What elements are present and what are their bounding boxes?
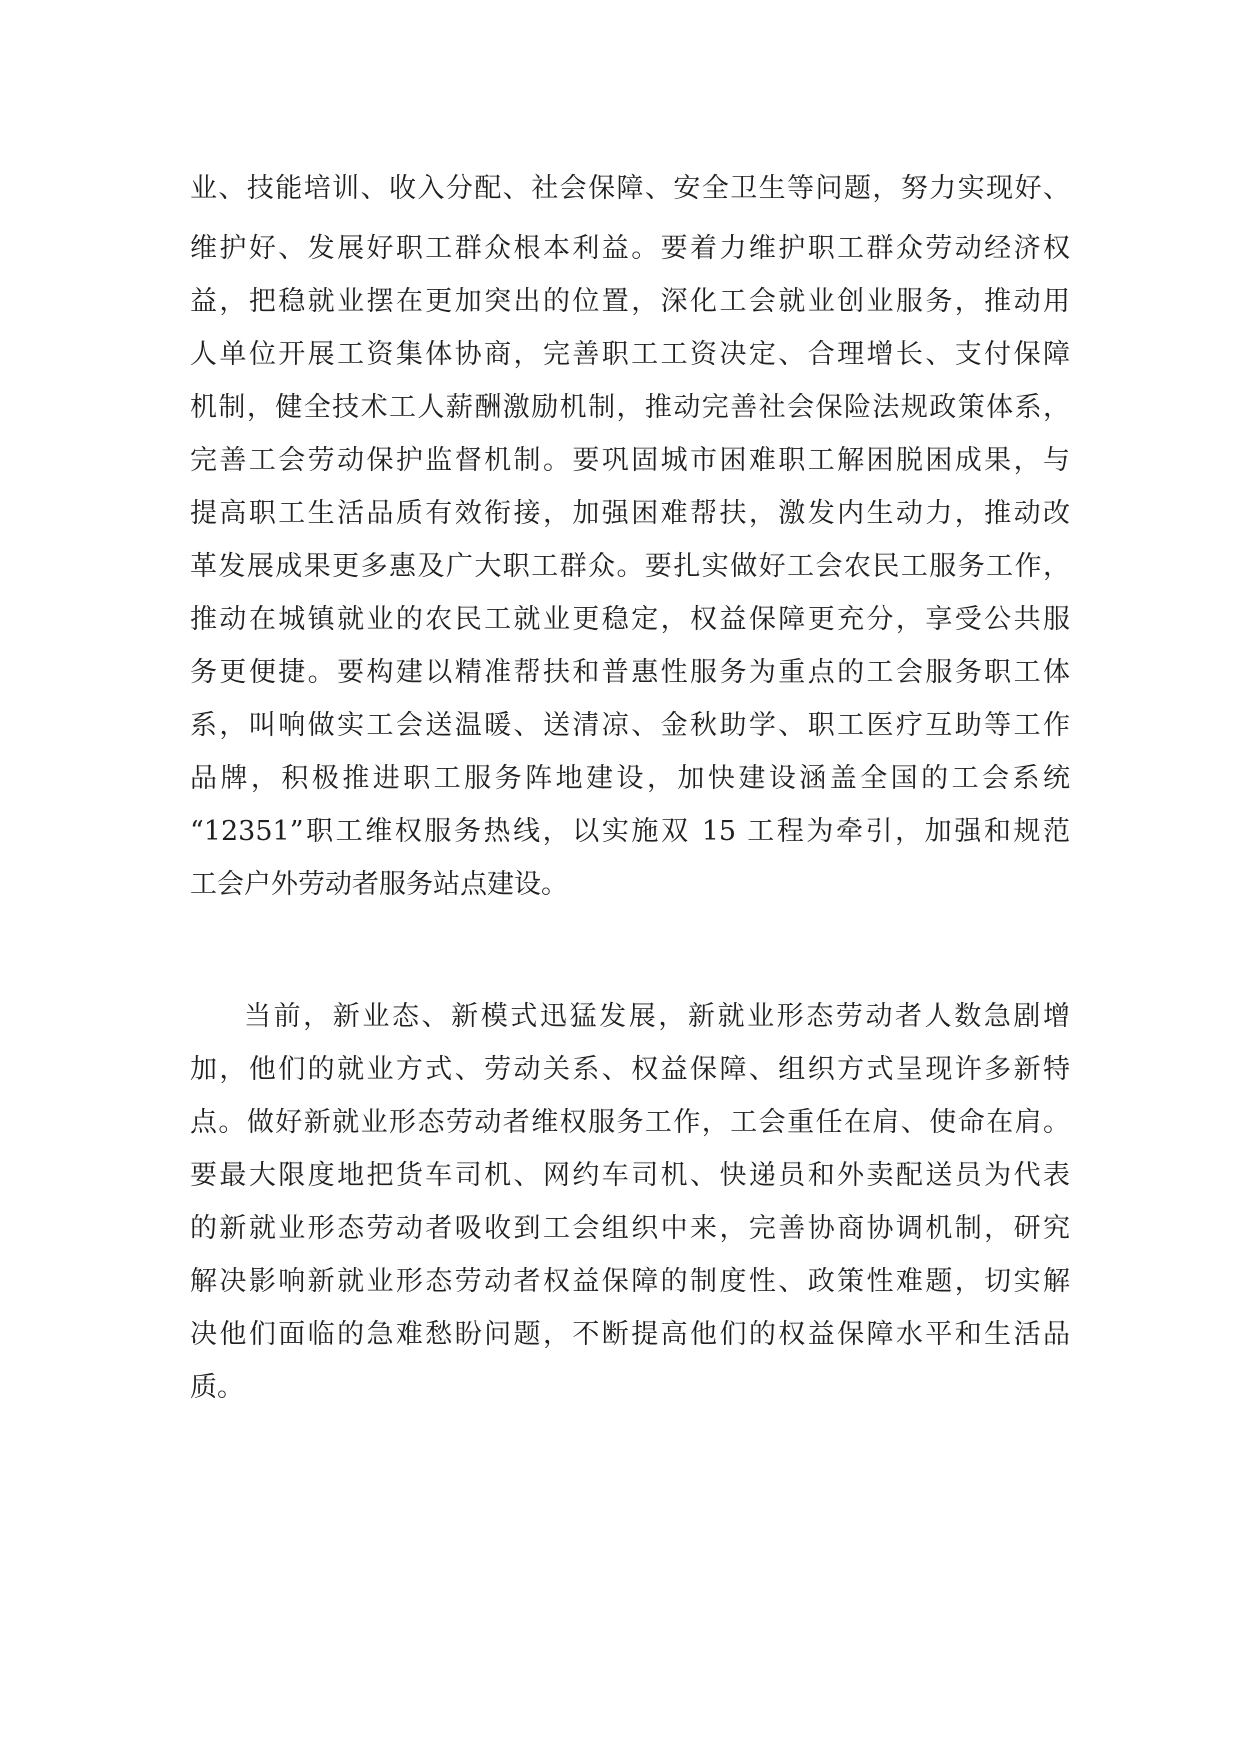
text-line: 推动在城镇就业的农民工就业更稳定，权益保障更充分，享受公共服 xyxy=(190,604,1070,635)
paragraph-new-employment xyxy=(190,990,1070,1414)
text-line: 革发展成果更多惠及广大职工群众。要扎实做好工会农民工服务工作， xyxy=(190,551,1070,582)
text-line: 解决影响新就业形态劳动者权益保障的制度性、政策性难题，切实解 xyxy=(190,1266,1070,1297)
text-line: 品牌，积极推进职工服务阵地建设，加快建设涵盖全国的工会系统 xyxy=(190,763,1070,794)
text-line: 益，把稳就业摆在更加突出的位置，深化工会就业创业服务，推动用 xyxy=(190,286,1070,317)
text-line: 业、技能培训、收入分配、社会保障、安全卫生等问题，努力实现好、 xyxy=(190,173,1070,204)
paragraph-continuation xyxy=(190,162,1070,911)
text-line: 点。做好新就业形态劳动者维权服务工作，工会重任在肩、使命在肩。 xyxy=(190,1107,1070,1138)
text-line: 提高职工生活品质有效衔接，加强困难帮扶，激发内生动力，推动改 xyxy=(190,498,1070,529)
text-line: “12351”职工维权服务热线，以实施双 15 工程为牵引，加强和规范 xyxy=(190,816,1070,847)
text-line: 维护好、发展好职工群众根本利益。要着力维护职工群众劳动经济权 xyxy=(190,233,1070,264)
text-line: 当前，新业态、新模式迅猛发展，新就业形态劳动者人数急剧增 xyxy=(244,1001,1070,1032)
text-line: 要最大限度地把货车司机、网约车司机、快递员和外卖配送员为代表 xyxy=(190,1160,1070,1191)
text-line: 人单位开展工资集体协商，完善职工工资决定、合理增长、支付保障 xyxy=(190,339,1070,370)
text-line: 质。 xyxy=(190,1372,244,1403)
text-line: 机制，健全技术工人薪酬激励机制，推动完善社会保险法规政策体系， xyxy=(190,392,1070,423)
text-line: 工会户外劳动者服务站点建设。 xyxy=(190,869,568,900)
text-line: 的新就业形态劳动者吸收到工会组织中来，完善协商协调机制，研究 xyxy=(190,1213,1070,1244)
text-line: 务更便捷。要构建以精准帮扶和普惠性服务为重点的工会服务职工体 xyxy=(190,657,1070,688)
text-line: 决他们面临的急难愁盼问题，不断提高他们的权益保障水平和生活品 xyxy=(190,1319,1070,1350)
text-line: 系，叫响做实工会送温暖、送清凉、金秋助学、职工医疗互助等工作 xyxy=(190,710,1070,741)
text-line: 加，他们的就业方式、劳动关系、权益保障、组织方式呈现许多新特 xyxy=(190,1054,1070,1085)
text-line: 完善工会劳动保护监督机制。要巩固城市困难职工解困脱困成果，与 xyxy=(190,445,1070,476)
